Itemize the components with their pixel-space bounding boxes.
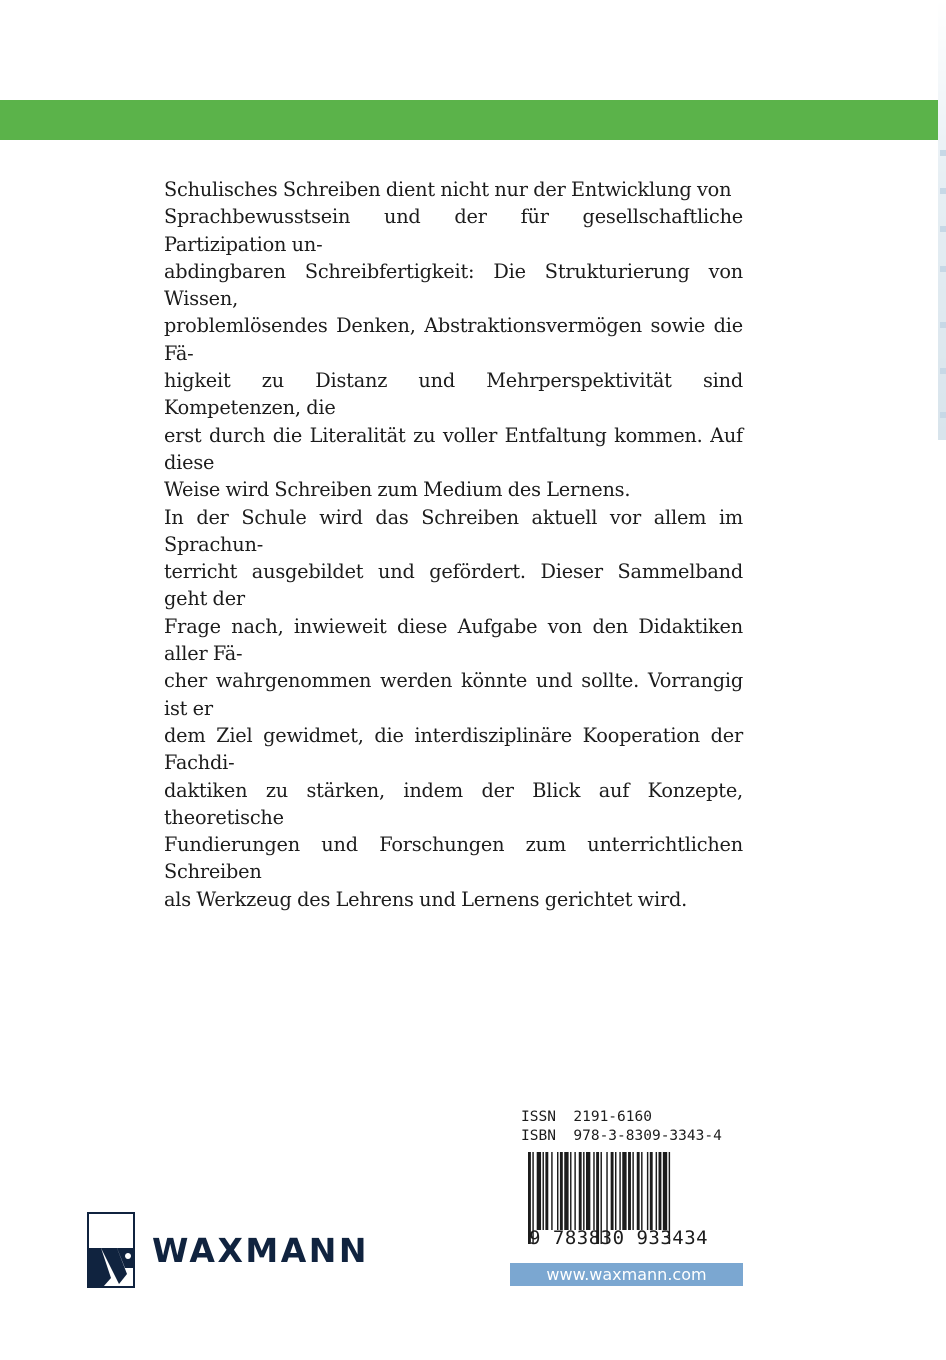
blurb-line: Frage nach, inwieweit diese Aufgabe von den Didaktiken aller Fä-: [164, 614, 743, 666]
blurb-line: dem Ziel gewidmet, die interdisziplinäre Kooperation der Fachdi-: [164, 723, 743, 775]
blurb-line: abdingbaren Schreibfertigkeit: Die Strukturierung von Wissen,: [164, 259, 743, 311]
barcode-bar: [551, 1152, 552, 1230]
barcode-bar: [557, 1152, 558, 1230]
isbn-value: 978-3-8309-3343-4: [573, 1128, 722, 1144]
blurb-line: Schulisches Schreiben dient nicht nur der Entwicklung von: [164, 178, 732, 201]
publisher-name: WAXMANN: [152, 1231, 370, 1270]
barcode-bar: [611, 1152, 614, 1230]
barcode-bar: [574, 1152, 575, 1230]
barcode-bar: [564, 1152, 568, 1230]
barcode-bar: [628, 1152, 631, 1230]
back-cover-blurb: [164, 176, 743, 913]
barcode-bar: [650, 1152, 653, 1230]
barcode-bar: [656, 1152, 657, 1230]
barcode-bar: [663, 1152, 667, 1230]
barcode-digits: 9 783830 933434: [529, 1227, 709, 1249]
website-band: [510, 1263, 743, 1286]
blurb-line: In der Schule wird das Schreiben aktuell vor allem im Sprachun-: [164, 505, 743, 556]
barcode-bar: [543, 1152, 544, 1230]
blurb-line: erst durch die Literalität zu voller Entfaltung kommen. Auf diese: [164, 423, 743, 474]
barcode-bar: [615, 1152, 616, 1230]
barcode-bar: [632, 1152, 633, 1230]
barcode-bar: [570, 1152, 571, 1230]
issn-isbn-block: [521, 1108, 722, 1146]
waxmann-logo-icon: [87, 1212, 135, 1288]
green-header-band: [0, 100, 938, 140]
blurb-line: als Werkzeug des Lehrens und Lernens gerichtet wird.: [164, 887, 688, 911]
barcode-bar: [622, 1152, 626, 1230]
blurb-line: Sprachbewusstsein und der für gesellschaftliche Partizipation un-: [164, 205, 743, 256]
barcode-bar: [560, 1152, 563, 1230]
barcode-bar: [637, 1152, 640, 1230]
barcode-bar: [647, 1152, 648, 1230]
barcode-bar: [583, 1152, 584, 1230]
isbn-label: ISBN: [521, 1128, 556, 1144]
blurb-line: Weise wird Schreiben zum Medium des Lernens.: [164, 478, 631, 502]
issn-value: 2191-6160: [573, 1109, 652, 1125]
blurb-line: higkeit zu Distanz und Mehrperspektivität sind Kompetenzen, die: [164, 369, 743, 420]
barcode-bar: [641, 1152, 642, 1230]
blurb-line: Fundierungen und Forschungen zum unterrichtlichen Schreiben: [164, 833, 743, 884]
issn-label: ISSN: [521, 1109, 556, 1125]
barcode-bar: [619, 1152, 620, 1230]
barcode-bar: [659, 1152, 662, 1230]
barcode-bar: [579, 1152, 582, 1230]
spine-edge: [938, 0, 946, 440]
blurb-line: terricht ausgebildet und gefördert. Dieser Sammelband geht der: [164, 560, 743, 611]
blurb-line: cher wahrgenommen werden könnte und sollte. Vorrangig ist er: [164, 669, 743, 720]
blurb-line: problemlösendes Denken, Abstraktionsvermögen sowie die Fä-: [164, 314, 743, 365]
blurb-line: daktiken zu stärken, indem der Blick auf Konzepte, theoretische: [164, 778, 743, 829]
barcode-bar: [537, 1152, 541, 1230]
barcode-bar: [593, 1152, 594, 1230]
website-url: www.waxmann.com: [546, 1265, 707, 1284]
barcode-bar: [586, 1152, 590, 1230]
barcode-bar: [545, 1152, 548, 1230]
